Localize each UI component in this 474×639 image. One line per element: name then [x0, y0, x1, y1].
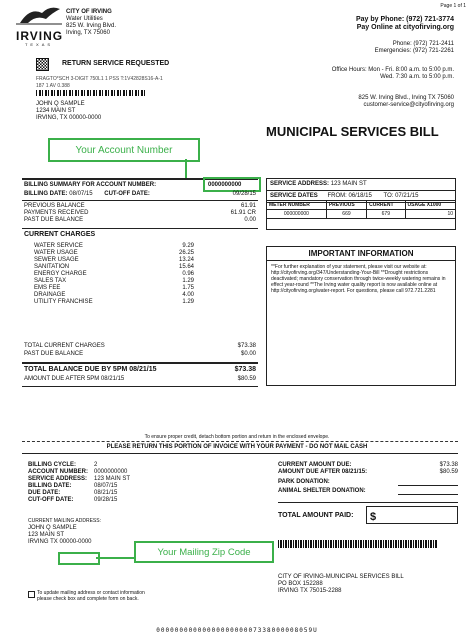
city-logo	[16, 5, 64, 47]
important-heading: IMPORTANT INFORMATION	[267, 247, 455, 261]
meter-cell: 679	[367, 210, 405, 219]
charge-amount: 0.96	[182, 271, 194, 277]
total-current-row	[24, 343, 256, 350]
remit-name: CITY OF IRVING-MUNICIPAL SERVICES BILL	[278, 574, 404, 580]
row-label: PREVIOUS BALANCE	[24, 203, 85, 209]
billing-date-value: 08/07/15	[69, 191, 93, 197]
office-hours	[332, 67, 454, 81]
service-dates-label: SERVICE DATES	[270, 193, 318, 199]
sender-street: 825 W. Irving Blvd.	[66, 23, 117, 29]
divider	[22, 362, 258, 364]
meter-table	[266, 200, 456, 219]
stub-label: CURRENT AMOUNT DUE:	[278, 462, 352, 468]
total-paid-label: TOTAL AMOUNT PAID:	[278, 512, 354, 519]
row-value: $80.59	[237, 376, 256, 382]
stub-label: BILLING DATE:	[28, 483, 72, 489]
from-value: 06/18/15	[348, 193, 372, 199]
charge-row	[34, 285, 194, 292]
zip-code-highlight	[58, 552, 100, 565]
meter-header: PREVIOUS	[326, 201, 366, 210]
contact-phone: Phone: (972) 721-2411	[392, 41, 454, 47]
stub-value: 09/28/15	[94, 497, 118, 503]
pay-online: Pay Online at cityofirving.org	[356, 24, 454, 31]
stub-value: 123 MAIN ST	[94, 476, 131, 482]
stub-value: 08/07/15	[94, 483, 118, 489]
sender-city: Irving, TX 75060	[66, 30, 110, 36]
billing-date-label: BILLING DATE:	[24, 191, 68, 197]
charge-label: ENERGY CHARGE	[34, 271, 87, 277]
past-due-total-row	[24, 351, 256, 358]
row-label: PAYMENTS RECEIVED	[24, 210, 89, 216]
charge-label: SALES TAX	[34, 278, 67, 284]
stub-row	[28, 476, 148, 483]
mailing-address-label: CURRENT MAILING ADDRESS:	[28, 518, 101, 524]
to-label: TO:	[383, 193, 394, 199]
postal-barcode	[36, 90, 146, 96]
office-address	[358, 95, 454, 109]
charge-row	[34, 250, 194, 257]
stub-label: BILLING CYCLE:	[28, 462, 76, 468]
return-banner: PLEASE RETURN THIS PORTION OF INVOICE WITH YOUR PAYMENT - DO NOT MAIL CASH	[106, 444, 368, 450]
payments-row	[24, 210, 256, 217]
stub-value: 2	[94, 462, 98, 468]
stub-amounts	[278, 462, 458, 495]
qr-code	[36, 58, 49, 71]
office-hours-2: Wed. 7:30 a.m. to 5:00 p.m.	[380, 74, 454, 80]
sender-name: CITY OF IRVING	[66, 9, 112, 15]
meter-cell: 10	[405, 210, 455, 219]
stub-value: 08/21/15	[94, 490, 118, 496]
stub-row	[28, 462, 148, 469]
past-due-row	[24, 217, 256, 224]
callout-connector	[185, 159, 187, 178]
stub-row	[28, 490, 148, 497]
stub-label: DUE DATE:	[28, 490, 61, 496]
account-number-callout: Your Account Number	[48, 138, 200, 162]
important-info-box	[266, 246, 456, 386]
meter-header: METER NUMBER	[267, 201, 327, 210]
service-address-value: 123 MAIN ST	[330, 181, 367, 187]
remit-box: PO BOX 152288	[278, 581, 323, 587]
mail-name: JOHN Q SAMPLE	[28, 525, 77, 531]
stub-label: ACCOUNT NUMBER:	[28, 469, 88, 475]
mailing-address	[28, 525, 92, 546]
charge-label: WATER USAGE	[34, 250, 78, 256]
current-charges-heading: CURRENT CHARGES	[24, 231, 96, 238]
row-value: $0.00	[240, 351, 256, 357]
charge-amount: 26.25	[178, 250, 194, 256]
charge-row	[34, 299, 194, 306]
summary-heading: BILLING SUMMARY FOR ACCOUNT NUMBER:	[24, 182, 157, 188]
divider	[278, 502, 458, 503]
row-value: $73.38	[237, 343, 256, 349]
customer-name: JOHN Q SAMPLE	[36, 101, 85, 107]
contact-emergencies: Emergencies: (972) 721-2261	[374, 48, 454, 54]
divider	[22, 200, 258, 201]
callout-connector	[96, 557, 134, 559]
remit-address	[278, 574, 404, 595]
charge-amount: 15.64	[178, 264, 194, 270]
charge-row	[34, 278, 194, 285]
office-street: 825 W. Irving Blvd., Irving TX 75060	[358, 95, 454, 101]
update-note: To update mailing address or contact information please check box and complete form on back.	[37, 590, 145, 602]
office-hours-1: Office Hours: Mon - Fri. 8:00 a.m. to 5:00 p.m.	[331, 67, 454, 73]
park-donation-row	[278, 479, 458, 486]
customer-address	[36, 101, 101, 122]
service-address-row	[267, 179, 455, 191]
customer-street: 1234 MAIN ST	[36, 108, 76, 114]
meter-header-row	[267, 201, 456, 210]
row-value: 0.00	[244, 217, 256, 223]
page-number: Page 1 of 1	[440, 3, 466, 9]
meter-row	[267, 210, 456, 219]
important-body: **For further explanation of your statement, please visit our website at: http://cityofirving.org/347/Understanding-Your-Bill **Drought restrictions deactivated; mandatory conservation through twice-weekly watering remains in effect year-round **The Irving water quality report is now available online at http://cityofirving.org/water-report. For questions, please call 972.721.2281	[271, 264, 446, 294]
stub-amount-row	[278, 469, 458, 476]
stub-row	[28, 469, 148, 476]
service-address-label: SERVICE ADDRESS:	[270, 181, 330, 187]
amount-after-row	[24, 376, 256, 383]
charge-amount: 4.00	[182, 292, 194, 298]
charge-label: SEWER USAGE	[34, 257, 79, 263]
sender-dept: Water Utilities	[66, 16, 103, 22]
charge-row	[34, 264, 194, 271]
row-label: PAST DUE BALANCE	[24, 217, 84, 223]
stub-label: AMOUNT DUE AFTER 08/21/15:	[278, 469, 368, 475]
charge-amount: 1.29	[182, 278, 194, 284]
divider	[22, 228, 258, 229]
bill-title: MUNICIPAL SERVICES BILL	[266, 124, 439, 139]
previous-balance-row	[24, 203, 256, 210]
meter-header: CURRENT	[367, 201, 405, 210]
charge-amount: 9.29	[182, 243, 194, 249]
shelter-donation-row	[278, 488, 458, 495]
stub-label: CUT-OFF DATE:	[28, 497, 74, 503]
barcode-line-2: 187 1 AV 0.388	[36, 83, 70, 89]
cutoff-value: 09/28/15	[232, 191, 256, 197]
meter-header: USAGE X1000	[405, 201, 455, 210]
remit-city: IRVING TX 75015-2288	[278, 588, 342, 594]
stub-label: SERVICE ADDRESS:	[28, 476, 88, 482]
dollar-sign: $	[370, 511, 377, 523]
mail-street: 123 MAIN ST	[28, 532, 65, 538]
row-label: TOTAL BALANCE DUE BY 5PM 08/21/15	[24, 366, 157, 373]
summary-dates	[24, 191, 256, 198]
barcode-line: FRAGTO*SCH 3-DIGIT 750L1 1 PSS T:1V42828S16-A-1	[36, 76, 163, 82]
return-service: RETURN SERVICE REQUESTED	[62, 60, 170, 67]
to-value: 07/21/15	[395, 193, 419, 199]
customer-city: IRVING, TX 00000-0000	[36, 115, 102, 121]
update-address-checkbox[interactable]	[28, 591, 35, 598]
stub-label: ANIMAL SHELTER DONATION:	[278, 488, 366, 494]
remit-barcode	[278, 540, 438, 548]
charge-label: DRAINAGE	[34, 292, 66, 298]
charge-row	[34, 243, 194, 250]
logo-subtext: TEXAS	[24, 42, 54, 47]
charge-row	[34, 271, 194, 278]
balance-due-row	[24, 366, 256, 374]
pay-phone: Pay by Phone: (972) 721-3774	[355, 16, 454, 23]
charge-amount: 13.24	[178, 257, 194, 263]
scanline: 0000000000000000000007338000008059U	[156, 627, 318, 634]
contact-info	[375, 41, 454, 55]
charge-amount: 1.75	[182, 285, 194, 291]
bird-icon	[16, 5, 62, 25]
mail-zip: 00000-0000	[59, 539, 92, 545]
from-label: FROM:	[327, 193, 347, 199]
mail-city: IRVING TX	[28, 539, 58, 545]
charge-row	[34, 257, 194, 264]
stub-amount-row	[278, 462, 458, 469]
meter-cell: 669	[326, 210, 366, 219]
charge-row	[34, 292, 194, 299]
row-label: TOTAL CURRENT CHARGES	[24, 343, 105, 349]
charge-label: EMS FEE	[34, 285, 61, 291]
row-label: AMOUNT DUE AFTER 5PM 08/21/15	[24, 376, 125, 382]
stub-row	[28, 497, 148, 504]
cutoff-label: CUT-OFF DATE:	[104, 191, 150, 197]
stub-details	[28, 462, 148, 504]
charge-label: UTILITY FRANCHISE	[34, 299, 93, 305]
divider	[22, 386, 258, 387]
pay-info	[356, 16, 454, 32]
charge-amount: 1.29	[182, 299, 194, 305]
stub-label: PARK DONATION:	[278, 479, 330, 485]
office-email[interactable]: customer-service@cityofirving.org	[363, 102, 454, 108]
charges-list	[34, 243, 194, 306]
logo-text: IRVING	[16, 29, 64, 43]
stub-value: 0000000000	[94, 469, 128, 475]
detach-note: To ensure proper credit, detach bottom portion and return in the enclosed envelope.	[144, 434, 330, 440]
stub-value: $80.59	[439, 469, 458, 475]
charge-label: WATER SERVICE	[34, 243, 83, 249]
row-value: $73.38	[234, 366, 256, 373]
row-label: PAST DUE BALANCE	[24, 351, 84, 357]
row-value: 61.91 CR	[230, 210, 256, 216]
zip-code-callout: Your Mailing Zip Code	[134, 541, 274, 563]
charge-label: SANITATION	[34, 264, 70, 270]
summary-account-number: 0000000000	[208, 182, 242, 188]
meter-cell: 000000000	[267, 210, 327, 219]
stub-value: $73.38	[439, 462, 458, 468]
perforation	[22, 441, 458, 442]
sender-address	[66, 9, 116, 37]
divider	[22, 453, 458, 454]
park-donation-field[interactable]	[398, 479, 458, 486]
row-value: 61.91	[240, 203, 256, 209]
total-paid-field[interactable]	[366, 506, 458, 524]
shelter-donation-field[interactable]	[398, 488, 458, 495]
stub-row	[28, 483, 148, 490]
